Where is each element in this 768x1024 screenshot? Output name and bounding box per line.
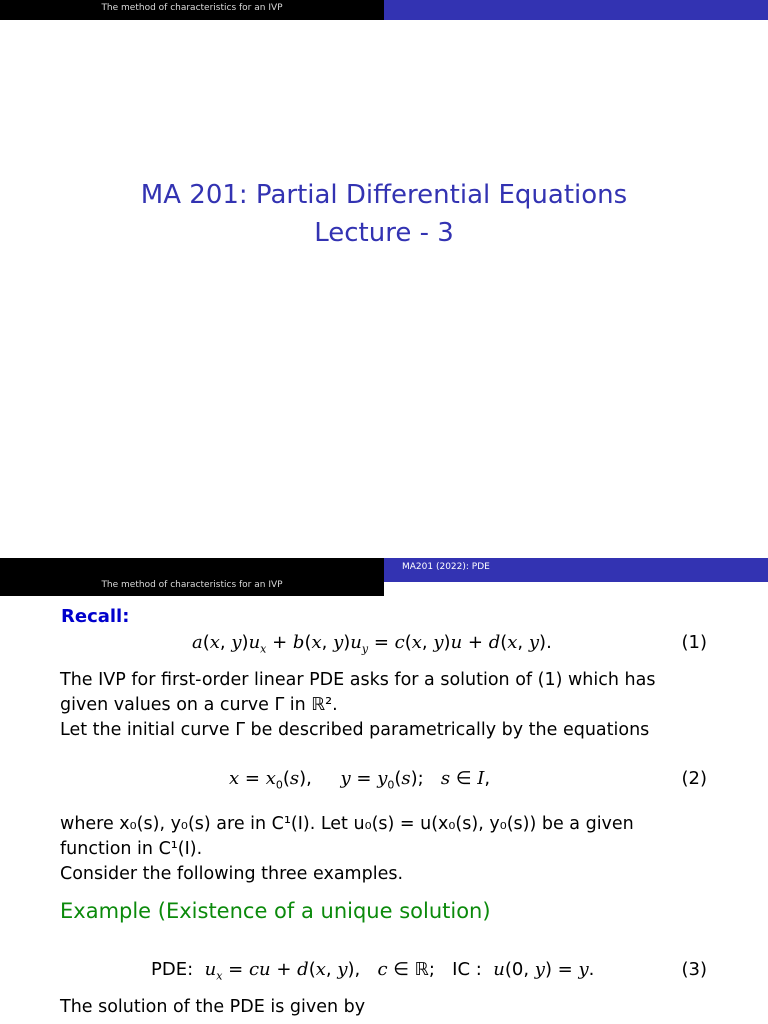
header-right-band — [384, 558, 768, 582]
equation-1: a(x, $y)u_x + b(x$, $y)u_y = c(x$, y)u + d(x, y). — [192, 632, 552, 656]
header-section-title: The method of characteristics for an IVP — [101, 3, 283, 13]
header-right-band — [384, 0, 768, 20]
paragraph-ivp-line2: given values on a curve Γ in ℝ². — [60, 695, 338, 715]
paragraph-consider: Consider the following three examples. — [60, 864, 404, 884]
example-heading: Example (Existence of a unique solution) — [60, 899, 491, 923]
slide-title: MA 201: Partial Differential Equations — [140, 180, 628, 210]
header-section-title: The method of characteristics for an IVP — [101, 580, 283, 590]
equation-2: $x = x_0(s)$, $y = y_0(s)$; s ∈ I, — [229, 768, 491, 792]
paragraph-where-line1: where x₀(s), y₀(s) are in C¹(I). Let u₀(s) = u(x₀(s), y₀(s)) be a given — [60, 814, 634, 834]
paragraph-solution: The solution of the PDE is given by — [60, 997, 366, 1017]
paragraph-where-line2: function in C¹(I). — [60, 839, 203, 859]
recall-label: Recall: — [61, 606, 130, 627]
equation-2-number: (2) — [681, 768, 707, 789]
paragraph-initial-curve: Let the initial curve Γ be described parametrically by the equations — [60, 720, 650, 740]
slide2-header — [0, 558, 768, 596]
slide-subtitle: Lecture - 3 — [314, 218, 454, 248]
equation-1-number: (1) — [681, 632, 707, 653]
header-left-band — [0, 0, 384, 20]
paragraph-ivp-line1: The IVP for first-order linear PDE asks for a solution of (1) which has — [60, 670, 656, 690]
equation-3: PDE: $u_x$ = cu + d(x, y), c ∈ ℝ; IC : u(0, y) = y. — [151, 959, 595, 983]
equation-3-number: (3) — [681, 959, 707, 980]
slide1-header — [0, 0, 768, 20]
header-left-band — [0, 558, 384, 596]
header-course-tag: MA201 (2022): PDE — [402, 562, 490, 572]
